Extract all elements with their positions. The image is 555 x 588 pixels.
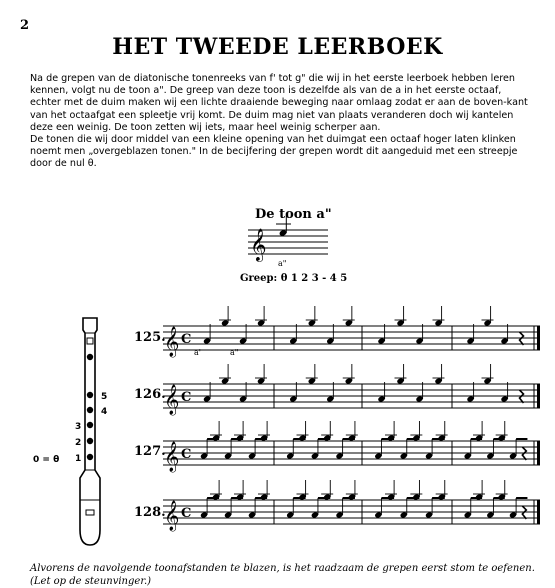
rest-icon [520,332,524,345]
recorder-icon [33,318,107,545]
paragraph-2: De tonen die wij door middel van een kleine opening van het duimgat een octaaf hoger laten klinken noemt men „overgeblazen tonen." In de becijfering der grepen wordt dit aangeduid met een streepje door de nul θ. [30,134,518,170]
finger-1-label: 1 [75,454,82,464]
treble-clef-icon: 𝄞 [164,327,180,357]
hole-1 [87,454,93,460]
final-barline [537,500,540,524]
footer-note [30,562,535,588]
finger-2-label: 2 [75,438,82,448]
exercise-number: 125. [134,330,166,345]
exercise-number: 128. [134,505,166,520]
common-time-icon: C [181,506,192,521]
treble-clef-icon: 𝄞 [250,228,267,261]
under-label: a' [194,348,201,357]
finger-4-label: 4 [101,407,108,417]
common-time-icon: C [181,390,192,405]
hole-4 [87,407,93,413]
note-label: a" [278,259,287,268]
final-barline [537,384,540,408]
rest-icon [520,390,524,403]
common-time-icon: C [181,332,192,347]
treble-clef-icon: 𝄞 [164,385,180,415]
rest-icon [522,506,526,519]
final-barline [537,441,540,465]
hole-0 [87,354,93,360]
footer-line-1: Alvorens de navolgende toonafstanden te blazen, is het raadzaam de grepen eerst stom te oefenen. [30,563,535,574]
treble-clef-icon: 𝄞 [164,501,180,531]
under-label: a" [230,348,239,357]
page-number: 2 [20,18,30,33]
paragraph-1: Na de grepen van de diatonische tonenreeks van f' tot g" die wij in het eerste leerboek hebben leren kennen, volgt nu de toon a". De greep van deze toon is dezelfde als van de a in het eerste octaaf, echter met de duim maken wij een lichte draaiende beweging naar omlaag zodat er aan de boven-kant van het octaafgat een spleetje vrij komt. De duim mag niet van plaats veranderen doch wij kantelen deze een weinig. De toon zetten wij iets, maar heel weinig scherper aan. [30,73,528,133]
finger-3-label: 3 [75,422,82,432]
hole-3 [87,422,93,428]
fingering-text: Greep: θ 1 2 3 - 4 5 [240,273,348,284]
final-barline [537,326,540,350]
page-title: HET TWEEDE LEERBOEK [112,34,443,60]
section-title: De toon a" [255,207,332,222]
exercise-number: 126. [134,387,166,402]
common-time-icon: C [181,447,192,462]
small-staff [248,215,328,268]
treble-clef-icon: 𝄞 [164,442,180,472]
rest-icon [522,447,526,460]
finger-5-label: 5 [101,392,108,402]
thumb-label: 0 = θ [33,455,60,465]
exercise-staves [163,306,540,532]
exercise-number: 127. [134,444,166,459]
footer-line-2: (Let op de steunvinger.) [30,576,152,587]
hole-5 [87,392,93,398]
hole-2 [87,438,93,444]
